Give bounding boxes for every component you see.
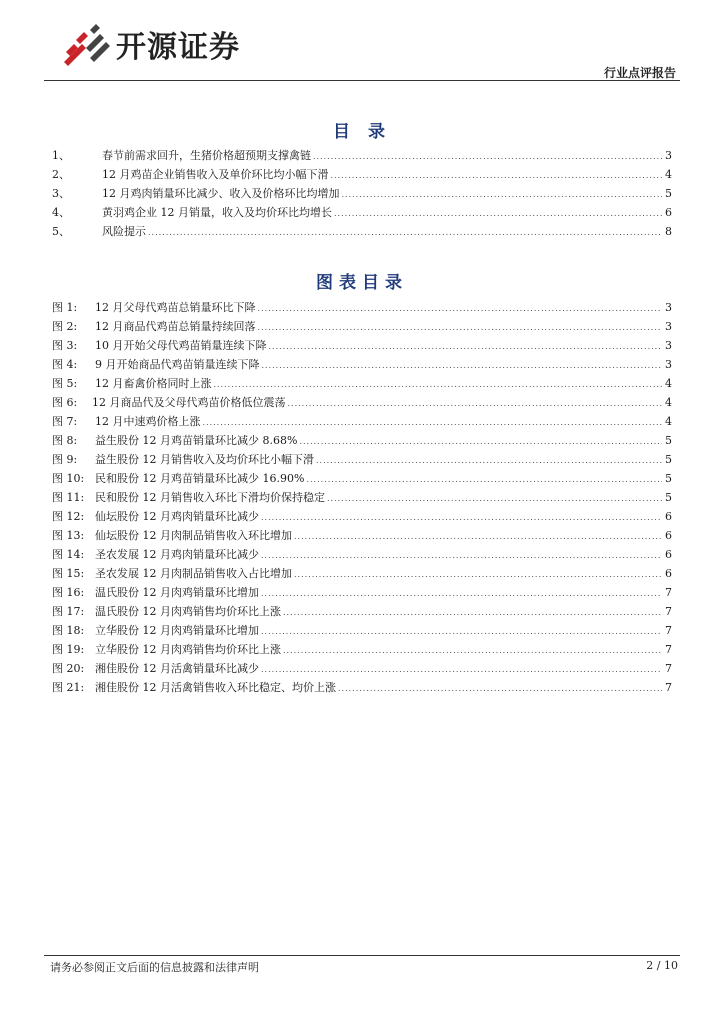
figure-title: 仙坛股份 12 月鸡肉销量环比减少 xyxy=(95,510,259,523)
figure-number: 图 7: xyxy=(52,415,78,428)
figure-item[interactable] xyxy=(52,583,672,602)
toc-item-number: 5、 xyxy=(52,225,70,238)
figure-title: 圣农发展 12 月肉制品销售收入占比增加 xyxy=(95,567,292,580)
figure-title: 12 月中速鸡价格上涨 xyxy=(95,415,201,428)
figure-title: 益生股份 12 月销售收入及均价环比小幅下滑 xyxy=(95,453,314,466)
figure-number: 图 2: xyxy=(52,320,78,333)
toc-leader-dots xyxy=(261,584,662,603)
figure-item[interactable] xyxy=(52,659,672,678)
figure-number: 图 10: xyxy=(52,472,85,485)
toc-item-number: 2、 xyxy=(52,168,70,181)
toc-leader-dots xyxy=(316,451,662,470)
figure-item[interactable] xyxy=(52,640,672,659)
figure-number: 图 18: xyxy=(52,624,85,637)
figure-title: 10 月开始父母代鸡苗销量连续下降 xyxy=(95,339,267,352)
figure-item[interactable] xyxy=(52,469,672,488)
figure-page: 3 xyxy=(665,339,672,352)
figure-title: 12 月畜禽价格同时上涨 xyxy=(95,377,212,390)
footer-divider xyxy=(44,955,680,956)
toc-leader-dots xyxy=(283,603,662,622)
toc-leader-dots xyxy=(148,223,662,242)
figure-item[interactable] xyxy=(52,393,672,412)
figure-page: 5 xyxy=(665,434,672,447)
figure-title: 9 月开始商品代鸡苗销量连续下降 xyxy=(95,358,260,371)
toc-leader-dots xyxy=(214,375,663,394)
figure-item[interactable] xyxy=(52,545,672,564)
figure-page: 7 xyxy=(665,624,672,637)
figure-title: 民和股份 12 月销售收入环比下滑均价保持稳定 xyxy=(95,491,325,504)
figure-title: 圣农发展 12 月鸡肉销量环比减少 xyxy=(95,548,259,561)
figure-page: 5 xyxy=(665,453,672,466)
figure-number: 图 21: xyxy=(52,681,85,694)
figure-number: 图 8: xyxy=(52,434,78,447)
toc-item-number: 4、 xyxy=(52,206,70,219)
figure-item[interactable] xyxy=(52,488,672,507)
figure-page: 7 xyxy=(665,662,672,675)
figure-item[interactable] xyxy=(52,298,672,317)
toc-item[interactable] xyxy=(52,165,672,184)
figure-title: 湘佳股份 12 月活禽销量环比减少 xyxy=(95,662,259,675)
toc-item-title: 12 月鸡苗企业销售收入及单价环比均小幅下滑 xyxy=(102,168,329,181)
figure-item[interactable] xyxy=(52,678,672,697)
toc-leader-dots xyxy=(288,394,663,413)
toc-leader-dots xyxy=(269,337,663,356)
figure-number: 图 11: xyxy=(52,491,85,504)
figure-title: 仙坛股份 12 月肉制品销售收入环比增加 xyxy=(95,529,292,542)
figure-page: 7 xyxy=(665,643,672,656)
figure-item[interactable] xyxy=(52,507,672,526)
figure-title: 民和股份 12 月鸡苗销量环比减少 16.90% xyxy=(95,472,305,485)
kaiyuan-logo-icon xyxy=(60,22,112,66)
figure-title: 立华股份 12 月肉鸡销量环比增加 xyxy=(95,624,259,637)
figure-page: 6 xyxy=(665,548,672,561)
figure-number: 图 14: xyxy=(52,548,85,561)
page-number: 2 / 10 xyxy=(646,959,678,972)
figure-title: 湘佳股份 12 月活禽销售收入环比稳定、均价上涨 xyxy=(95,681,336,694)
figure-title: 益生股份 12 月鸡苗销量环比减少 8.68% xyxy=(95,434,298,447)
figure-item[interactable] xyxy=(52,450,672,469)
figure-page: 5 xyxy=(665,472,672,485)
figure-page: 3 xyxy=(665,320,672,333)
toc-item[interactable] xyxy=(52,184,672,203)
figure-title: 温氏股份 12 月肉鸡销售均价环比上涨 xyxy=(95,605,281,618)
toc-item-number: 1、 xyxy=(52,149,70,162)
figure-title: 12 月父母代鸡苗总销量环比下降 xyxy=(95,301,256,314)
figure-page: 6 xyxy=(665,510,672,523)
toc-item-title: 风险提示 xyxy=(102,225,146,238)
toc-item-number: 3、 xyxy=(52,187,70,200)
figure-number: 图 12: xyxy=(52,510,85,523)
toc-item-page: 6 xyxy=(665,206,672,219)
figure-item[interactable] xyxy=(52,336,672,355)
figure-page: 7 xyxy=(665,586,672,599)
toc-item[interactable] xyxy=(52,146,672,165)
figure-item[interactable] xyxy=(52,526,672,545)
toc-leader-dots xyxy=(261,508,662,527)
figure-page: 5 xyxy=(665,491,672,504)
figures-list xyxy=(52,298,672,697)
figure-title: 12 月商品代及父母代鸡苗价格低位震荡 xyxy=(92,396,286,409)
figure-number: 图 19: xyxy=(52,643,85,656)
figure-page: 6 xyxy=(665,529,672,542)
figure-number: 图 17: xyxy=(52,605,85,618)
figure-number: 图 5: xyxy=(52,377,78,390)
figure-item[interactable] xyxy=(52,355,672,374)
figure-number: 图 20: xyxy=(52,662,85,675)
toc-leader-dots xyxy=(261,622,662,641)
toc-leader-dots xyxy=(258,299,663,318)
figure-page: 4 xyxy=(665,377,672,390)
figure-item[interactable] xyxy=(52,374,672,393)
figure-number: 图 4: xyxy=(52,358,78,371)
header-divider xyxy=(44,80,680,81)
toc-item-page: 5 xyxy=(665,187,672,200)
toc-leader-dots xyxy=(313,147,662,166)
toc-leader-dots xyxy=(258,318,663,337)
figure-page: 6 xyxy=(665,567,672,580)
figure-page: 4 xyxy=(665,396,672,409)
brand-name: 开源证券 xyxy=(116,30,240,65)
report-type-label: 行业点评报告 xyxy=(603,66,676,80)
figure-item[interactable] xyxy=(52,621,672,640)
toc-item[interactable] xyxy=(52,222,672,241)
toc-item-page: 4 xyxy=(665,168,672,181)
toc-leader-dots xyxy=(283,641,662,660)
toc-leader-dots xyxy=(299,432,662,451)
figure-page: 4 xyxy=(665,415,672,428)
toc-leader-dots xyxy=(338,679,662,698)
figure-item[interactable] xyxy=(52,602,672,621)
toc-leader-dots xyxy=(327,489,662,508)
figures-title: 图表目录 xyxy=(316,273,408,293)
figure-title: 立华股份 12 月肉鸡销售均价环比上涨 xyxy=(95,643,281,656)
figure-page: 3 xyxy=(665,301,672,314)
toc-leader-dots xyxy=(261,546,662,565)
toc-item-page: 3 xyxy=(665,149,672,162)
toc-leader-dots xyxy=(306,470,662,489)
figure-number: 图 9: xyxy=(52,453,78,466)
toc-leader-dots xyxy=(294,527,662,546)
figure-title: 12 月商品代鸡苗总销量持续回落 xyxy=(95,320,256,333)
figure-number: 图 13: xyxy=(52,529,85,542)
figure-item[interactable] xyxy=(52,317,672,336)
figure-page: 7 xyxy=(665,681,672,694)
figure-number: 图 6: xyxy=(52,396,78,409)
figure-page: 7 xyxy=(665,605,672,618)
figure-title: 温氏股份 12 月肉鸡销量环比增加 xyxy=(95,586,259,599)
toc-leader-dots xyxy=(262,356,663,375)
brand-logo xyxy=(60,22,240,66)
toc-leader-dots xyxy=(334,204,662,223)
figure-number: 图 16: xyxy=(52,586,85,599)
toc-leader-dots xyxy=(294,565,662,584)
figure-item[interactable] xyxy=(52,564,672,583)
figure-number: 图 3: xyxy=(52,339,78,352)
toc-leader-dots xyxy=(331,166,663,185)
toc-leader-dots xyxy=(261,660,662,679)
toc-item-title: 春节前需求回升，生猪价格超预期支撑禽链 xyxy=(102,149,311,162)
figure-number: 图 15: xyxy=(52,567,85,580)
toc-title: 目 录 xyxy=(333,122,391,142)
figure-page: 3 xyxy=(665,358,672,371)
footer-disclaimer: 请务必参阅正文后面的信息披露和法律声明 xyxy=(50,961,259,974)
toc-item-title: 12 月鸡肉销量环比减少、收入及价格环比均增加 xyxy=(102,187,340,200)
toc-list xyxy=(52,146,672,241)
figure-item[interactable] xyxy=(52,431,672,450)
figure-number: 图 1: xyxy=(52,301,78,314)
toc-leader-dots xyxy=(203,413,663,432)
toc-item-title: 黄羽鸡企业 12 月销量，收入及均价环比均增长 xyxy=(102,206,332,219)
toc-leader-dots xyxy=(342,185,663,204)
toc-item-page: 8 xyxy=(665,225,672,238)
figure-item[interactable] xyxy=(52,412,672,431)
toc-item[interactable] xyxy=(52,203,672,222)
